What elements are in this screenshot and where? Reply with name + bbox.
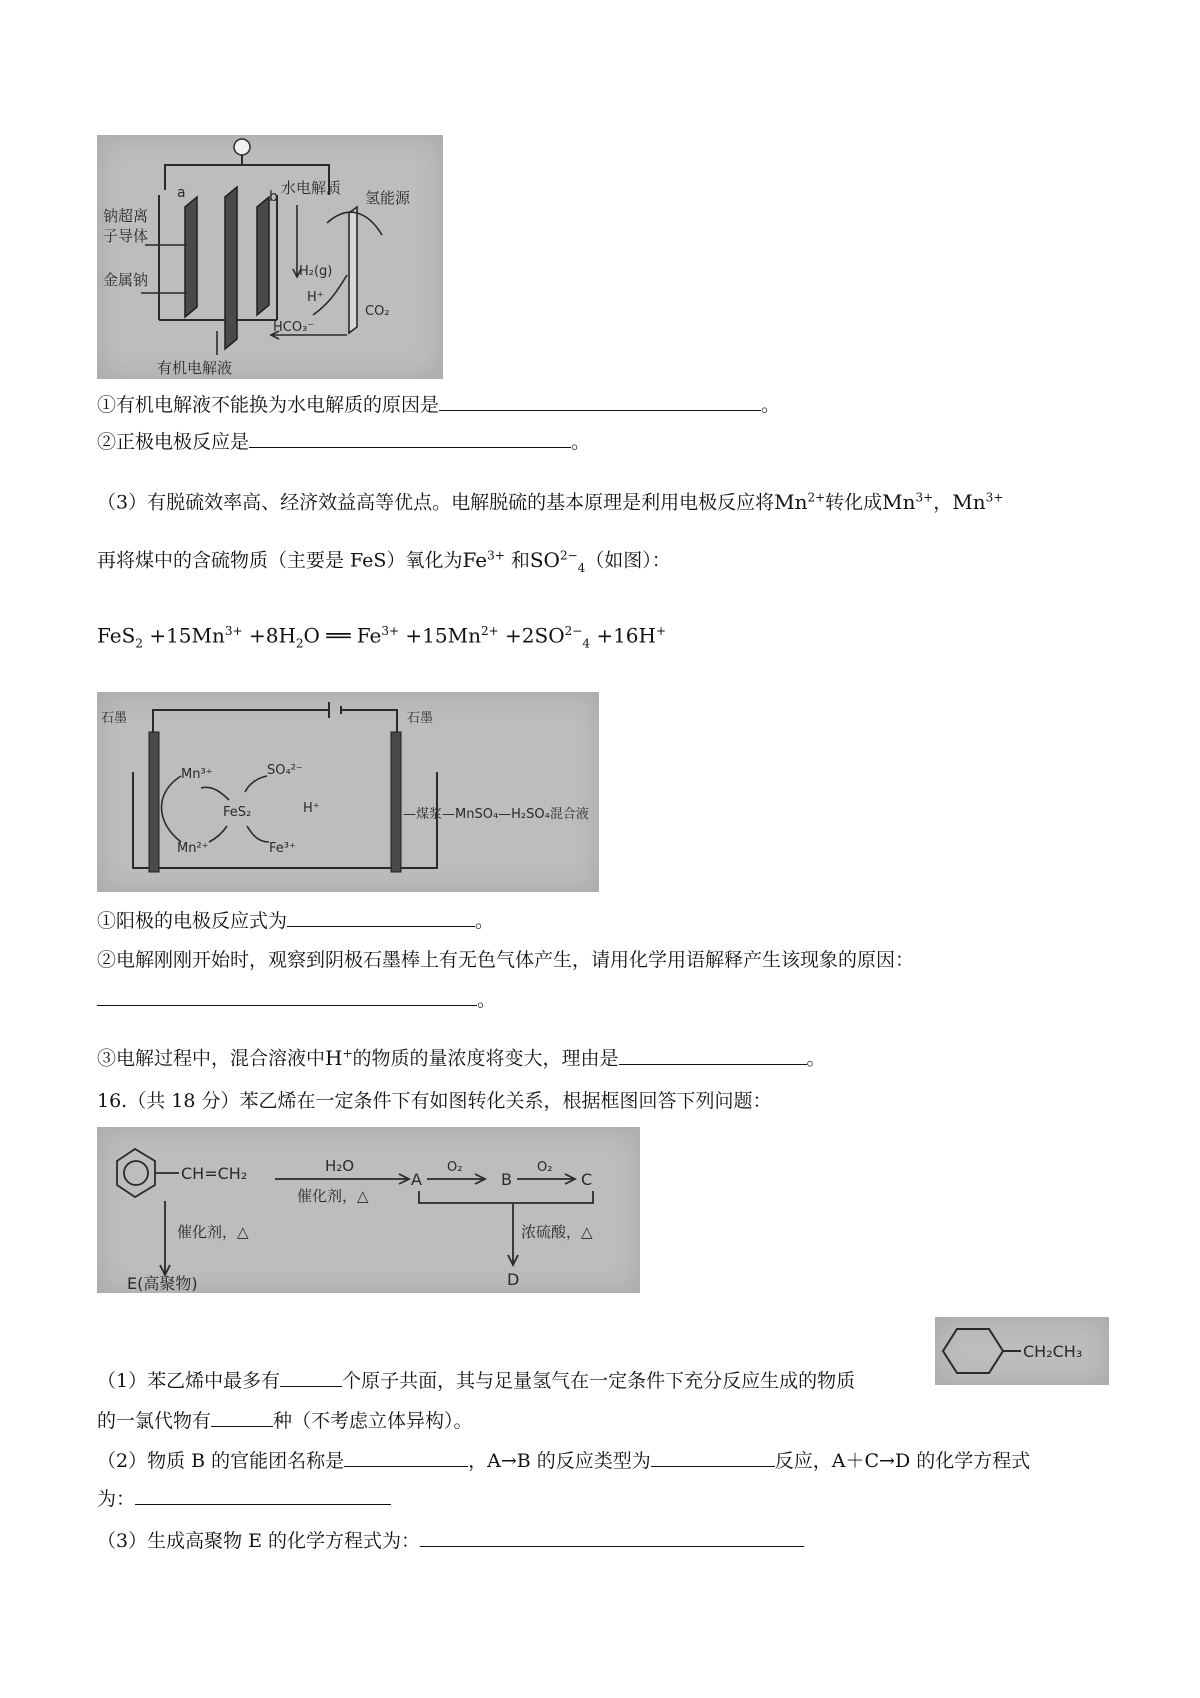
h2g-label: H₂(g) (299, 264, 333, 279)
label-a: a (177, 185, 186, 201)
node-e: E(高聚物) (127, 1274, 198, 1293)
catalyst-label-2: 催化剂，△ (177, 1223, 249, 1241)
question-16-1-line2: 的一氯代物有 种（不考虑立体异构）。 (97, 1406, 473, 1435)
catalyst-label-1: 催化剂，△ (297, 1187, 369, 1205)
acid-label: 浓硫酸，△ (521, 1223, 593, 1241)
answer-blank[interactable] (439, 390, 761, 411)
question-b2: ②正极电极反应是 。 (97, 427, 590, 456)
label-b: b (269, 189, 278, 205)
ethylcyclohexane-structure (935, 1317, 1109, 1385)
answer-blank[interactable] (651, 1446, 775, 1467)
question-c2: ②电解刚刚开始时，观察到阴极石墨棒上有无色气体产生，请用化学用语解释产生该现象的原因： (97, 949, 915, 971)
co2-label: CO₂ (365, 304, 390, 319)
water-electrolyte-label: 水电解质 (281, 179, 342, 197)
node-b: B (501, 1170, 512, 1189)
styrene-scheme-diagram (97, 1127, 640, 1293)
styrene-vinyl-label: CH=CH₂ (181, 1164, 248, 1183)
o2-label-2: O₂ (537, 1160, 553, 1175)
ethyl-label: CH₂CH₃ (1023, 1342, 1083, 1361)
hco3-label: HCO₃⁻ (273, 320, 315, 335)
o2-label-1: O₂ (447, 1160, 463, 1175)
benzene-ring-icon (117, 1149, 155, 1197)
hplus-label: H⁺ (307, 290, 324, 305)
question-16-3: （3）生成高聚物 E 的化学方程式为： (97, 1526, 804, 1555)
fes2-label: FeS₂ (223, 805, 252, 820)
hydrogen-source-label: 氢能源 (365, 189, 411, 207)
answer-blank[interactable] (135, 1484, 391, 1505)
hplus-label: H⁺ (303, 801, 320, 816)
node-c: C (581, 1170, 593, 1189)
so4-label: SO₄²⁻ (267, 763, 303, 778)
answer-blank[interactable] (280, 1366, 342, 1387)
section3-line2: 再将煤中的含硫物质（主要是 FeS）氧化为$Fe^{3+}$ 和$SO^{2-}_4$（如图）： (97, 547, 671, 575)
node-d: D (507, 1270, 520, 1289)
question-16-title: 16.（共 18 分）苯乙烯在一定条件下有如图转化关系，根据框图回答下列问题： (97, 1090, 772, 1112)
answer-blank[interactable] (344, 1446, 468, 1467)
mixture-label: —煤浆—MnSO₄—H₂SO₄混合液 (403, 807, 589, 822)
mn2-label: Mn²⁺ (177, 841, 209, 856)
reaction-equation: $FeS_2 +15Mn^{3+} +8H_2O$ ══ $Fe^{3+} +15Mn^{2+} +2SO^{2-}_4 +16H^+$ (97, 623, 667, 651)
bulb-icon (234, 139, 250, 155)
h2o-label: H₂O (325, 1157, 355, 1175)
question-c2-blank-line: 。 (97, 985, 496, 1014)
question-16-2-line1: （2）物质 B 的官能团名称是 ，A→B 的反应类型为 反应，A＋C→D 的化学方程式 (97, 1446, 1030, 1475)
na-conductor-label-line1: 钠超离 (103, 207, 149, 225)
answer-blank[interactable] (287, 906, 475, 927)
node-a: A (411, 1170, 422, 1189)
answer-blank[interactable] (211, 1406, 273, 1427)
mn3-label: Mn³⁺ (181, 767, 213, 782)
graphite-left-label: 石墨 (101, 711, 128, 726)
question-b1: ①有机电解液不能换为水电解质的原因是 。 (97, 390, 780, 419)
question-c3: ③电解过程中，混合溶液中H+的物质的量浓度将变大，理由是 。 (97, 1045, 826, 1070)
organic-electrolyte-label: 有机电解液 (157, 359, 233, 377)
section3-line1: （3）有脱硫效率高、经济效益高等优点。电解脱硫的基本原理是利用电极反应将$Mn^{2+}$转化成$Mn^{3+}$，$Mn^{3+}$ (97, 489, 1004, 514)
question-16-1-line1: （1）苯乙烯中最多有 个原子共面，其与足量氢气在一定条件下充分反应生成的物质 (97, 1366, 855, 1395)
battery-diagram (97, 135, 443, 379)
na-conductor-label-line2: 子导体 (103, 227, 149, 245)
question-16-2-line2: 为： (97, 1484, 391, 1513)
question-c1: ①阳极的电极反应式为 。 (97, 906, 494, 935)
answer-blank[interactable] (619, 1044, 807, 1065)
answer-blank[interactable] (420, 1526, 804, 1547)
fe3-label: Fe³⁺ (269, 841, 296, 856)
answer-blank[interactable] (249, 427, 571, 448)
graphite-right-label: 石墨 (407, 711, 434, 726)
metal-na-label: 金属钠 (103, 271, 149, 289)
answer-blank[interactable] (97, 985, 477, 1006)
electrolysis-diagram (97, 692, 599, 892)
cyclohexane-ring-icon (943, 1329, 1003, 1373)
